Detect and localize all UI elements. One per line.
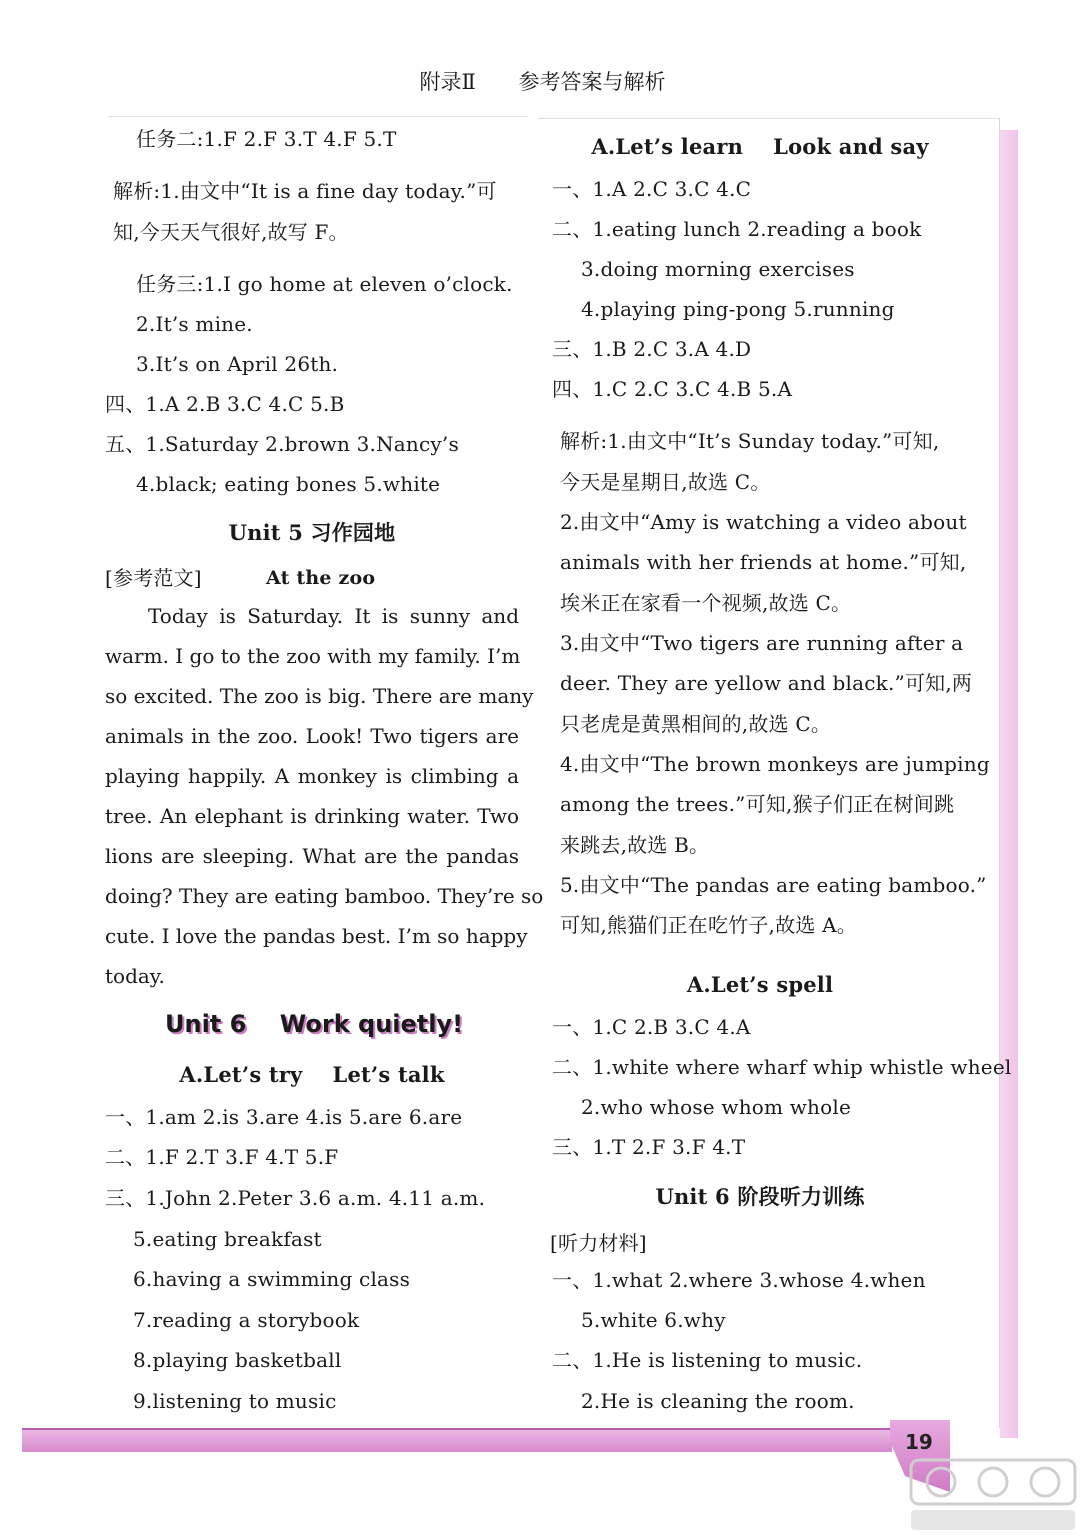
essay-line: doing? They are eating bamboo. They’re so [105,884,544,908]
section5-answers: 4.black; eating bones 5.white [136,472,441,496]
section5-answers: 五、1.Saturday 2.brown 3.Nancy’s [105,432,459,456]
task2-answers: 任务二:1.F 2.F 3.T 4.F 5.T [136,127,397,151]
answer-line: 5.white 6.why [581,1308,726,1332]
section4-answers: 四、1.A 2.B 3.C 4.C 5.B [105,392,345,416]
answer-line: 三、1.John 2.Peter 3.6 a.m. 4.11 a.m. [105,1186,486,1210]
answer-line: 8.playing basketball [133,1348,342,1372]
answer-line: 一、1.what 2.where 3.whose 4.when [552,1268,926,1292]
answer-line: 三、1.B 2.C 3.A 4.D [552,337,752,361]
explanation-line: 2.由文中“Amy is watching a video about [560,510,967,534]
explanation-line: among the trees.”可知,猴子们正在树间跳 [560,792,955,816]
explanation-line: 3.由文中“Two tigers are running after a [560,631,964,655]
answer-line: 9.listening to music [133,1389,337,1413]
task3-answer: 任务三:1.I go home at eleven o’clock. [136,272,513,296]
sample-essay-label: [参考范文] [105,566,202,590]
header-divider [108,116,528,117]
essay-line: tree. An elephant is drinking water. Two [105,804,519,828]
appendix-label: 附录Ⅱ [419,70,476,94]
section-title-learn: A.Let’s learn Look and say [591,134,929,159]
unit6-listening-title: Unit 6 阶段听力训练 [655,1184,865,1209]
explanation-line: 5.由文中“The pandas are eating bamboo.” [560,873,987,897]
explanation-line: 今天是星期日,故选 C。 [560,470,771,494]
answer-line: 4.playing ping-pong 5.running [581,297,895,321]
essay-line: so excited. The zoo is big. There are many [105,684,534,708]
section-title-try-talk: A.Let’s try Let’s talk [179,1062,445,1087]
explanation-line: 解析:1.由文中“It is a fine day today.”可 [113,179,497,203]
explanation-line: animals with her friends at home.”可知, [560,550,967,574]
answer-line: 一、1.A 2.C 3.C 4.C [552,177,752,201]
answer-line: 一、1.am 2.is 3.are 4.is 5.are 6.are [105,1105,463,1129]
answer-line: 2.who whose whom whole [581,1095,852,1119]
explanation-line: 可知,熊猫们正在吃竹子,故选 A。 [560,913,857,937]
essay-line: lions are sleeping. What are the pandas [105,844,519,868]
answer-line: 7.reading a storybook [133,1308,360,1332]
page-edge-decoration [1000,130,1018,1438]
explanation-line: 来跳去,故选 B。 [560,833,710,857]
footer-band [22,1428,892,1452]
answer-line: 二、1.F 2.T 3.F 4.T 5.F [105,1145,339,1169]
explanation-line: 4.由文中“The brown monkeys are jumping [560,752,990,776]
page-header [0,66,1085,96]
answer-line: 6.having a swimming class [133,1267,411,1291]
page-header-title: 参考答案与解析 [518,70,666,94]
explanation-line: 解析:1.由文中“It’s Sunday today.”可知, [560,429,940,453]
essay-line: playing happily. A monkey is climbing a [105,764,519,788]
essay-line: warm. I go to the zoo with my family. I’m [105,644,521,668]
answer-line: 二、1.He is listening to music. [552,1348,863,1372]
essay-line: today. [105,964,165,988]
listening-material-label: [听力材料] [550,1231,647,1255]
section-title-spell: A.Let’s spell [686,972,834,997]
task3-answer: 2.It’s mine. [136,312,253,336]
explanation-line: 只老虎是黄黑相间的,故选 C。 [560,712,832,736]
answer-line: 3.doing morning exercises [581,257,855,281]
unit6-title: Unit 6 Work quietly! [165,1010,464,1038]
unit5-writing-title: Unit 5 习作园地 [228,520,396,545]
explanation-line: deer. They are yellow and black.”可知,两 [560,671,973,695]
watermark-logo [905,1458,1083,1534]
answer-line: 四、1.C 2.C 3.C 4.B 5.A [552,377,793,401]
answer-line: 二、1.white where wharf whip whistle wheel [552,1055,1012,1079]
answer-line: 三、1.T 2.F 3.F 4.T [552,1135,746,1159]
answer-line: 5.eating breakfast [133,1227,322,1251]
essay-line: Today is Saturday. It is sunny and [148,604,519,628]
essay-line: cute. I love the pandas best. I’m so happy [105,924,528,948]
answer-line: 一、1.C 2.B 3.C 4.A [552,1015,751,1039]
answer-line: 二、1.eating lunch 2.reading a book [552,217,922,241]
essay-title: At the zoo [266,567,376,589]
answer-line: 2.He is cleaning the room. [581,1389,855,1413]
explanation-line: 埃米正在家看一个视频,故选 C。 [560,591,852,615]
page-number: 19 [905,1430,933,1454]
task3-answer: 3.It’s on April 26th. [136,352,339,376]
explanation-line: 知,今天天气很好,故写 F。 [113,220,349,244]
essay-line: animals in the zoo. Look! Two tigers are [105,724,519,748]
